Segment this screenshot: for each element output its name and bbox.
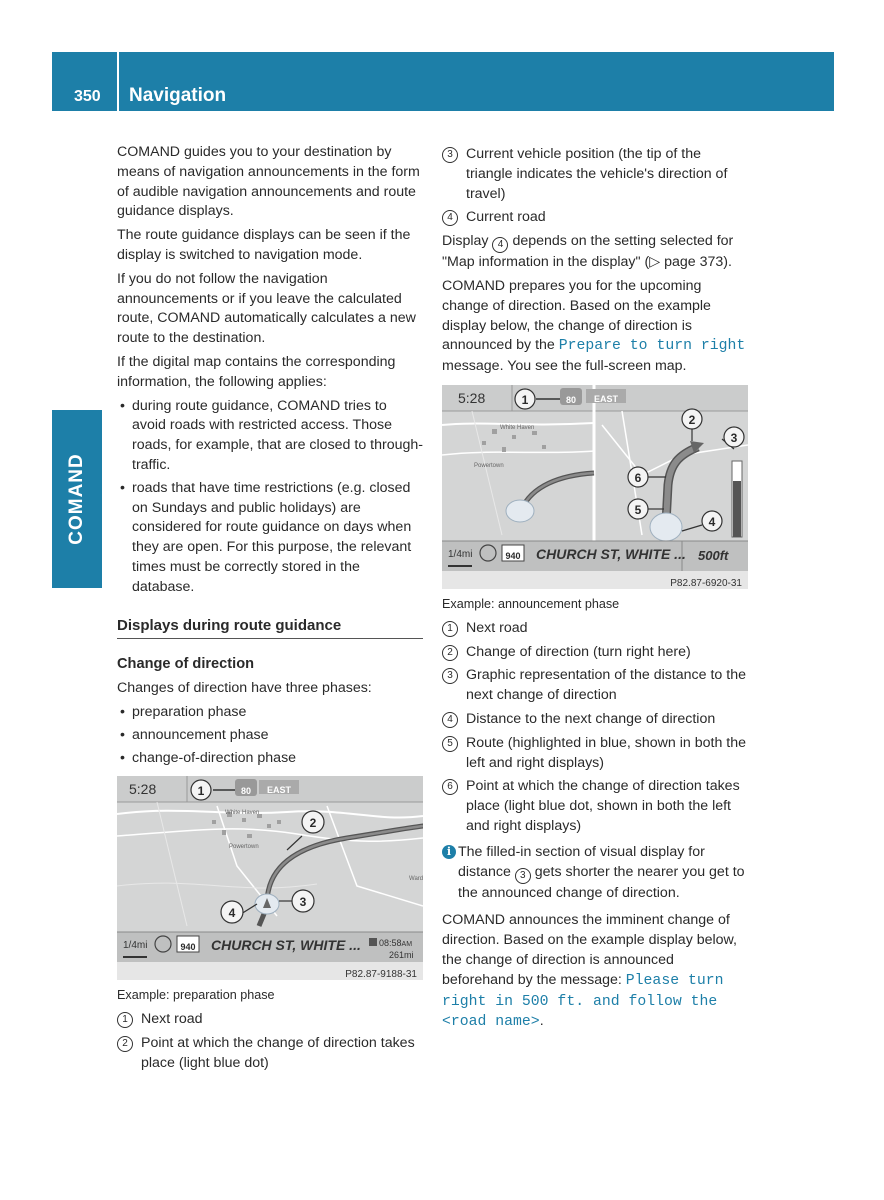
side-tab-label: COMAND [66,453,87,545]
callout-4: 4 [708,514,716,529]
callout-5: 5 [634,502,642,517]
rules-list [117,397,423,598]
callout-3: 3 [299,895,307,910]
recalc-paragraph: If you do not follow the navigation announcements or if you leave the calculated route, COMAND automatically calculates a new route to the destination. [117,270,416,347]
eta-value: 08:58 [379,938,402,949]
item-text: Current vehicle position (the tip of the triangle indicates the vehicle's direction of travel) [466,146,728,202]
highway-shield: 80 [240,786,251,797]
list-item [442,643,748,663]
message-prepare-to-turn: Prepare to turn right [558,338,746,355]
highway-shield: 80 [565,394,576,405]
left-column [117,143,423,1078]
list-item [442,208,748,228]
item-number: 4 [442,712,458,728]
header-separator [117,52,119,111]
image-code: P82.87-9188-31 [345,969,417,981]
preparation-legend-continued [442,145,748,228]
screenshot-preparation-phase [117,776,423,980]
text-run: COMAND prepares you for the upcoming change of direction. Based on the example display below, the change of direction is announced by the [442,277,711,354]
inline-number: 3 [515,868,531,884]
prepares-paragraph [442,277,748,377]
direction-label: EAST [593,393,618,404]
text-run: . [539,1013,544,1030]
info-icon: i [442,845,456,859]
remaining-distance: 261mi [389,950,414,961]
side-tab-label-wrap [52,410,102,588]
list-item: • announcement phase [117,726,423,746]
list-item [442,619,748,639]
list-item [117,1034,423,1074]
item-text: Change of direction (turn right here) [466,643,691,660]
callout-1: 1 [521,392,529,407]
list-item [117,1010,423,1030]
section-title: Navigation [129,85,227,106]
imminent-paragraph [442,911,748,1033]
list-item: • during route guidance, COMAND tries to avoid roads with restricted access. Those roads, for example, that are closed to through-traffic. [117,397,423,476]
item-text: Point at which the change of direction takes place (light blue dot) [141,1034,415,1071]
item-number: 6 [442,779,458,795]
town-label: Ward [409,876,423,883]
list-item [442,734,748,774]
list-item: • roads that have time restrictions (e.g. closed on Sundays and public holidays) are considered for route guidance on days when they are open. For this purpose, the relevant times must be correctly stored in the database. [117,479,423,598]
image-code: P82.87-6920-31 [670,577,742,589]
item-text: Next road [466,619,528,636]
list-item [442,710,748,730]
announcement-legend [442,619,748,837]
item-text: Graphic representation of the distance to the next change of direction [466,667,746,704]
message-please-turn-right: Please turn right in 500 ft. and follow the <road name> [442,972,724,1031]
text-run: Display [442,233,489,250]
road-shield: 940 [180,942,196,953]
turn-distance: 500ft [698,547,729,563]
list-item [442,145,748,204]
scale-label: 1/4mi [448,545,472,567]
intro-paragraph: COMAND guides you to your destination by means of navigation announcements in the form of audible navigation announcements and route guidance displays. [117,144,420,220]
town-label: White Haven [500,424,535,431]
item-text: Next road [141,1011,203,1028]
callout-1: 1 [197,784,205,799]
callout-3: 3 [730,430,738,445]
item-number: 2 [117,1036,133,1052]
callout-4: 4 [228,906,236,921]
phases-intro: Changes of direction have three phases: [117,680,372,697]
callout-6: 6 [634,470,642,485]
display-paragraph: The route guidance displays can be seen if the display is switched to navigation mode. [117,227,411,263]
list-item [442,777,748,836]
direction-label: EAST [266,785,291,796]
page-number: 350 [74,88,101,105]
heading-displays: Displays during route guidance [117,616,423,640]
preparation-legend [117,1010,423,1073]
item-number: 5 [442,736,458,752]
item-text: Point at which the change of direction takes place (light blue dot, shown in both the left and right displays) [466,778,740,834]
town-label: White Haven [225,810,260,817]
eta-unit: AM [401,941,413,949]
info-note [442,843,748,904]
callout-2: 2 [688,412,696,427]
road-shield: 940 [505,550,521,561]
list-item [442,666,748,706]
subheading-change-direction: Change of direction [117,656,255,673]
list-item: • preparation phase [117,703,423,723]
text-run: depends on the setting selected for "Map information in the display" (▷ page 373). [442,233,734,271]
caption-announcement: Example: announcement phase [442,596,620,611]
item-number: 1 [117,1012,133,1028]
display-setting-paragraph [442,232,748,273]
town-label: Powertown [229,844,259,851]
text-run: gets shorter the nearer you get to the announced change of direction. [458,863,745,901]
item-number: 2 [442,645,458,661]
time-readout: 5:28 [458,389,486,406]
item-number: 1 [442,621,458,637]
item-number: 3 [442,668,458,684]
inline-number: 4 [492,237,508,253]
list-item: • change-of-direction phase [117,749,423,769]
screenshot-announcement-phase [442,385,748,589]
town-label: Powertown [474,462,504,469]
item-number: 4 [442,210,458,226]
text-run: COMAND announces the imminent change of direction. Based on the example display below, the change of direction is announced beforehand by the message: [442,912,737,988]
map-info-paragraph: If the digital map contains the corresponding information, the following applies: [117,353,396,390]
time-readout: 5:28 [129,781,157,798]
street-name: CHURCH ST, WHITE ... [211,937,361,954]
item-number: 3 [442,147,458,163]
caption-preparation: Example: preparation phase [117,988,275,1003]
text-run: The filled-in section of visual display for distance [458,843,705,880]
item-text: Distance to the next change of direction [466,710,716,727]
scale-label: 1/4mi [123,936,147,958]
callout-2: 2 [309,816,317,831]
right-column [442,145,748,1037]
item-text: Route (highlighted in blue, shown in both the left and right displays) [466,734,747,771]
phases-list [117,703,423,768]
item-text: Current road [466,209,546,226]
text-run: message. You see the full-screen map. [442,358,687,375]
street-name: CHURCH ST, WHITE ... [536,545,686,562]
